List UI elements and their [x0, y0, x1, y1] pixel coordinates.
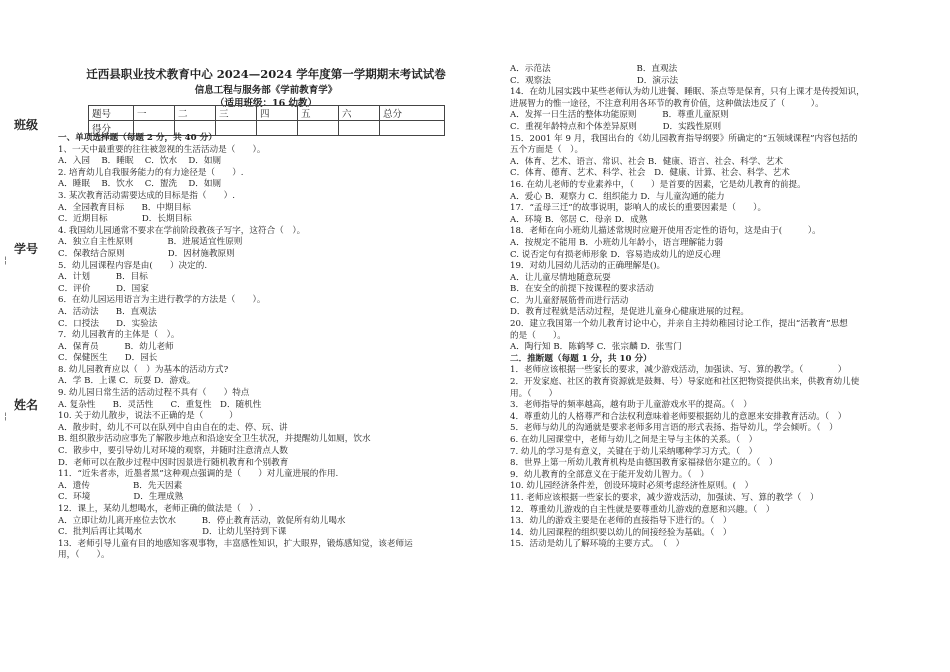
question-line: A．全园教育目标 B．中期目标	[58, 202, 191, 213]
question-line: A．散步时，幼儿不可以在队列中自由自在的走、停、玩、讲	[58, 422, 288, 433]
question-line: D．老师可以在散步过程中因时因景进行随机教育和个别教育	[58, 457, 289, 468]
question-line: A．睡眠 B．饮水 C．盥洗 D．如厕	[58, 179, 222, 190]
question-line: 3. 某次教育活动需要达成的目标是指（ ）.	[58, 190, 235, 201]
question-line: 进展智力的惟一途径，不注意利用各环节的教育价值，这种做法违反了（ ）。	[510, 98, 824, 109]
margin-mark: ¦	[4, 256, 8, 266]
question-line: C．保健医生 D．园长	[58, 353, 158, 364]
question-line: 14．幼儿园课程的组织要以幼儿的间接经验为基础。（ ）	[510, 527, 732, 538]
question-line: 用，（ ）。	[58, 550, 110, 561]
question-line: A．发挥一日生活的整体功能原则 B．尊重儿童原则	[510, 110, 729, 121]
left-question-column	[58, 133, 476, 562]
score-cell: 六	[339, 106, 380, 121]
question-line: 8．世界上第一所幼儿教育机构是由德国教育家福禄倍尔建立的。（ ）	[510, 458, 778, 469]
question-line: A．示范法 B．直观法	[510, 64, 678, 74]
question-line: 20．建立我国第一个幼儿教育讨论中心，并亲自主持幼稚园讨论工作，提出“活教育”思想	[510, 319, 848, 330]
score-cell: 三	[216, 106, 257, 121]
question-line: C．散步中，要引导幼儿对环境的观察，并随时注意清点人数	[58, 446, 289, 457]
question-line: 1．老师应该根据一些家长的要求，减少游戏活动，加强读、写、算的教学。（ ）	[510, 365, 847, 376]
question-line: 2．开发家庭、社区的教育资源就是鼓舞、号）导家庭和社区把物资提供出来，供教育幼儿使	[510, 377, 860, 388]
question-line: C．口授法 D．实验法	[58, 318, 158, 329]
name-label: 姓名	[14, 398, 39, 412]
question-line: A．立即让幼儿离开座位去饮水 B．停止教育活动，敦促所有幼儿喝水	[58, 515, 346, 526]
question-line: 10. 幼儿园经济条件差，创设环境时必须考虑经济性原则。( ）	[510, 481, 754, 492]
question-line: 14．在幼儿园实践中某些老师认为幼儿进餐、睡眠、茶点等是保育，只有上课才是传授知识，	[510, 87, 865, 98]
student-number-label: 学号	[14, 242, 39, 256]
question-line: 16. 在幼儿老师的专业素养中，（ ）是首要的因素，它是幼儿教育的前提。	[510, 179, 806, 190]
question-line: 18．老师在向小班幼儿描述常规时应避开使用否定性的语句，这是由于( ）。	[510, 226, 821, 237]
question-line: 4．尊重幼儿的人格尊严和合法权利意味着老师要根据幼儿的意愿来安排教育活动。（ ）	[510, 411, 847, 422]
question-line: A．爱心 B．观察力 C．组织能力 D．与儿童沟通的能力	[510, 191, 725, 202]
question-line: C．环境 D．生理成熟	[58, 492, 184, 503]
section-heading: 一、单项选择题（每题 2 分，共 40 分）	[58, 133, 217, 143]
question-line: D．教育过程就是活动过程，是促进儿童身心健康进展的过程。	[510, 307, 749, 318]
question-line: B．在安全的前提下按课程的要求活动	[510, 284, 654, 295]
question-line: C．重视年龄特点和个体差异原则 D．实践性原则	[510, 121, 722, 132]
question-line: 17．“孟母三迁”的故事说明，影响人的成长的重要因素是（ ）。	[510, 203, 767, 214]
question-line: 11. 老师应该根据一些家长的要求，减少游戏活动，加强读、写、算的教学（ ）	[510, 492, 819, 503]
score-cell: 一	[134, 106, 175, 121]
question-line: A．按规定不能用 B．小班幼儿年龄小，语言理解能力弱	[510, 237, 723, 248]
question-line: 10. 关于幼儿散步，说法不正确的是（ ）	[58, 411, 238, 422]
question-line: A．保育员 B．幼儿老师	[58, 341, 174, 352]
score-cell: 二	[175, 106, 216, 121]
question-line: 13．幼儿的游戏主要是在老师的直接指导下进行的。（ ）	[510, 516, 732, 527]
question-line: 5．老师与幼儿的沟通就是要求老师多用言语的形式表扬、指导幼儿，学会倾听。（ ）	[510, 423, 838, 434]
question-line: A．陶行知 B．陈鹤琴 C．张宗麟 D．张雪门	[510, 342, 682, 353]
section-heading: 二．推断题（每题 1 分，共 10 分）	[510, 353, 652, 364]
question-line: 12．课上，某幼儿想喝水，老师正确的做法是（ ）.	[58, 504, 261, 514]
question-line: C．批判后再让其喝水 D．让幼儿坚持到下课	[58, 527, 287, 538]
question-line: 9．幼儿教育的全部意义在于能开发幼儿智力。（ ）	[510, 469, 709, 480]
question-line: 五个方面是（ ）。	[510, 145, 584, 156]
score-cell: 五	[298, 106, 339, 121]
question-line: 7. 幼儿的学习是有意义，关键在于幼儿采纳哪种学习方式。（ ）	[510, 446, 758, 457]
question-line: 5．幼儿园课程内容是由( ）决定的.	[58, 260, 208, 271]
question-line: 2. 培育幼儿自我服务能力的有力途径是（ ）.	[58, 167, 244, 178]
right-question-column	[510, 64, 940, 551]
question-line: C．为儿童舒展筋骨而进行活动	[510, 295, 629, 306]
question-line: 11．“近朱者赤，近墨者黑”这种观点强调的是（ ）对儿童进展的作用.	[58, 469, 339, 480]
score-table	[88, 105, 445, 136]
question-line: B. 组织散步活动应事先了解散步地点和沿途安全卫生状况，并提醒幼儿如厕，饮水	[58, 434, 371, 445]
question-line: A. 复杂性 B．灵活性 C．重复性 D．随机性	[58, 399, 262, 410]
question-line: C．体育、德育、艺术、科学、社会 D．健康、计算、社会、科学、艺术	[510, 168, 790, 179]
margin-mark: ¦	[4, 412, 8, 422]
question-line: 15．活动是幼儿了解环境的主要方式。 （ ）	[510, 539, 685, 550]
question-line: 9. 幼儿园日常生活的活动过程不具有（ ）特点	[58, 388, 250, 399]
question-line: 6．在幼儿园运用语言为主进行教学的方法是（ ）。	[58, 295, 266, 306]
question-line: 6. 在幼儿园课堂中，老师与幼儿之间是主导与主体的关系。（ ）	[510, 435, 758, 445]
question-line: A．环境 B．邻居 C．母亲 D．成熟	[510, 214, 648, 225]
question-line: A．活动法 B．直观法	[58, 306, 157, 317]
question-line: A．体育、艺术、语言、常识、社会 B．健康、语言、社会、科学、艺术	[510, 156, 784, 167]
question-line: 的是（ ）。	[510, 330, 566, 341]
score-cell: 题号	[89, 106, 134, 121]
question-line: C．保教结合原则 D．因材施教原则	[58, 248, 235, 259]
question-line: A．让儿童尽情地随意玩耍	[510, 272, 611, 283]
question-line: 7．幼儿园教育的主体是（ ）。	[58, 330, 180, 341]
question-line: A．学 B．上课 C．玩耍 D．游戏。	[58, 376, 196, 387]
class-label: 班级	[14, 118, 39, 132]
score-cell: 得分	[89, 121, 134, 136]
score-cell: 总分	[380, 106, 445, 121]
question-line: C. 说否定句有损老师形象 D．容易造成幼儿的逆反心理	[510, 249, 721, 260]
question-line: 8. 幼儿园教育应以（ ）为基本的活动方式?	[58, 364, 229, 375]
question-line: A．入园 B．睡眠 C．饮水 D．如厕	[58, 156, 222, 167]
exam-title: 迁西县职业技术教育中心 2024—2024 学年度第一学期期末考试试卷	[86, 67, 446, 81]
question-line: C．观察法 D．演示法	[510, 75, 679, 86]
question-line: 3．老师指导的频率越高，越有助于儿童游戏水平的提高。（ ）	[510, 400, 752, 411]
question-line: C．近期目标 D．长期目标	[58, 214, 192, 225]
score-cell: 四	[257, 106, 298, 121]
exam-subtitle: 信息工程与服务部《学前教育学》	[194, 85, 338, 96]
question-line: 1、一天中最重要的往往被忽视的生活活动是（ ）。	[58, 144, 266, 155]
question-line: 4. 我国幼儿园通常不要求在学前阶段教孩子写字，这符合（ ）。	[58, 225, 306, 236]
score-table-header-row	[89, 106, 445, 121]
question-line: 用。（ ）	[510, 388, 558, 399]
question-line: A．计划 B．目标	[58, 272, 148, 283]
question-line: 15．2001 年 9 月，我国出台的《幼儿园教育指导纲要》所确定的“五领域课程”内容包括的	[510, 133, 858, 144]
question-line: C．评价 D．国家	[58, 283, 149, 294]
question-line: 13．老师引导儿童有目的地感知客观事物，丰富感性知识，扩大眼界，锻炼感知觉，该老师运	[58, 538, 413, 549]
question-line: A．遗传 B．先天因素	[58, 480, 183, 491]
exam-scope: （适用班级：16 幼教）	[214, 98, 318, 109]
question-line: A．独立自主性原则 B．进展适宜性原则	[58, 237, 243, 248]
question-line: 12．尊重幼儿游戏的自主性就是要尊重幼儿游戏的意愿和兴趣。（ ）	[510, 504, 775, 515]
question-line: 19．对幼儿园幼儿活动的正确理解是()。	[510, 261, 666, 272]
